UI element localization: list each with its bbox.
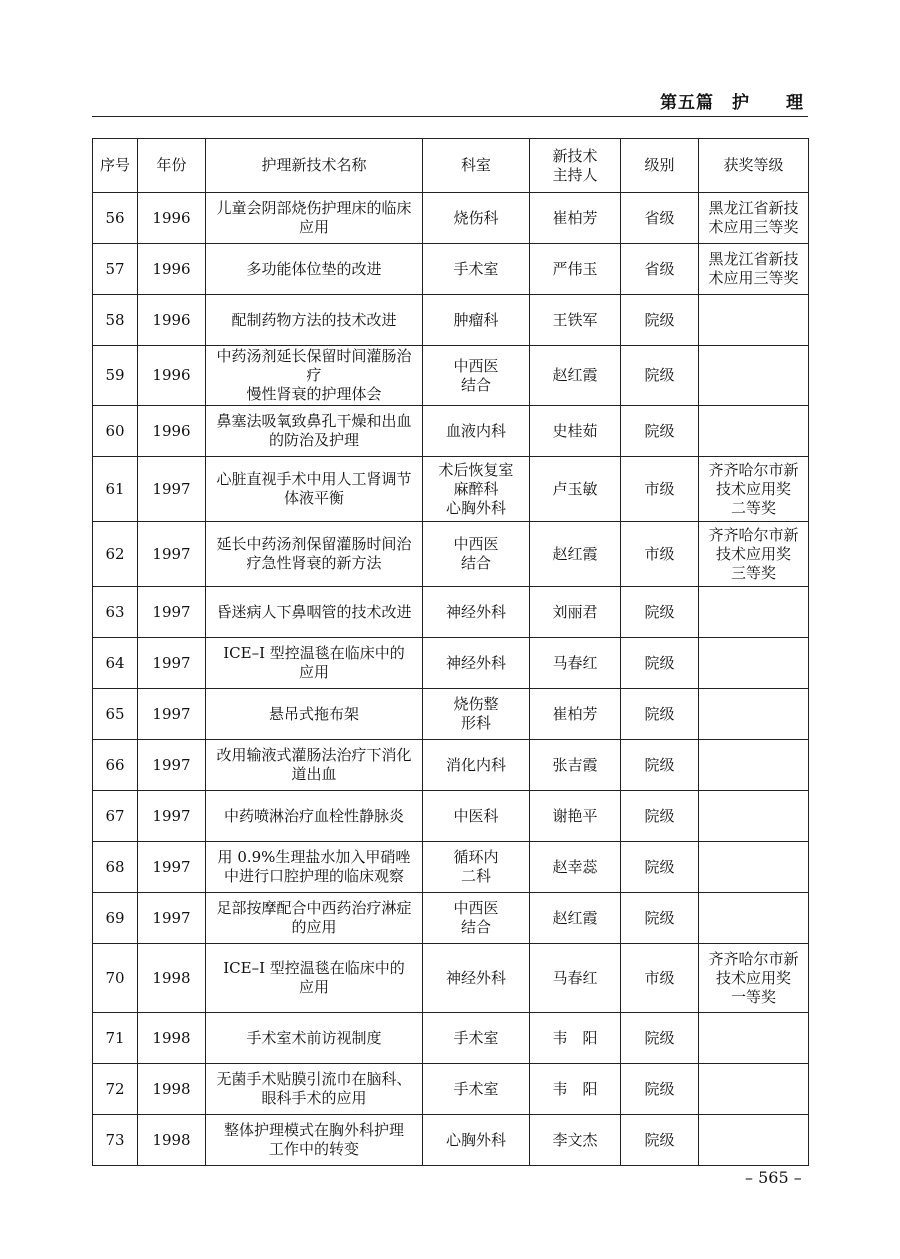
cell-no: 60 (93, 406, 138, 457)
table-row (93, 244, 809, 295)
cell-level: 院级 (621, 1013, 699, 1064)
cell-award (699, 1013, 809, 1064)
cell-tech-name: 用 0.9%生理盐水加入甲硝唑 中进行口腔护理的临床观察 (206, 842, 423, 893)
cell-year: 1996 (138, 295, 206, 346)
cell-tech-name: ICE–I 型控温毯在临床中的 应用 (206, 944, 423, 1013)
cell-host: 王铁军 (530, 295, 621, 346)
cell-no: 58 (93, 295, 138, 346)
cell-host: 崔柏芳 (530, 689, 621, 740)
table-row (93, 1115, 809, 1166)
col-header-host: 新技术 主持人 (530, 139, 621, 193)
cell-year: 1997 (138, 740, 206, 791)
cell-level: 院级 (621, 791, 699, 842)
col-header-name: 护理新技术名称 (206, 139, 423, 193)
table-row (93, 893, 809, 944)
cell-award (699, 406, 809, 457)
table-row (93, 457, 809, 522)
cell-no: 63 (93, 587, 138, 638)
cell-level: 院级 (621, 346, 699, 406)
cell-tech-name: 整体护理模式在胸外科护理 工作中的转变 (206, 1115, 423, 1166)
table-row (93, 346, 809, 406)
cell-host: 韦 阳 (530, 1013, 621, 1064)
cell-host: 严伟玉 (530, 244, 621, 295)
cell-host: 赵红霞 (530, 346, 621, 406)
table-row (93, 791, 809, 842)
cell-award (699, 842, 809, 893)
cell-department: 手术室 (423, 1064, 530, 1115)
cell-host: 卢玉敏 (530, 457, 621, 522)
cell-award (699, 791, 809, 842)
cell-department: 心胸外科 (423, 1115, 530, 1166)
cell-no: 69 (93, 893, 138, 944)
cell-award: 齐齐哈尔市新 技术应用奖 一等奖 (699, 944, 809, 1013)
cell-no: 57 (93, 244, 138, 295)
table-header-row (93, 139, 809, 193)
cell-host: 马春红 (530, 944, 621, 1013)
cell-level: 省级 (621, 244, 699, 295)
cell-level: 市级 (621, 522, 699, 587)
cell-year: 1997 (138, 638, 206, 689)
cell-no: 64 (93, 638, 138, 689)
cell-level: 省级 (621, 193, 699, 244)
cell-department: 中医科 (423, 791, 530, 842)
cell-award (699, 1064, 809, 1115)
section-title: 第五篇 护 理 (660, 93, 804, 113)
cell-no: 72 (93, 1064, 138, 1115)
cell-department: 血液内科 (423, 406, 530, 457)
cell-year: 1997 (138, 842, 206, 893)
cell-host: 马春红 (530, 638, 621, 689)
cell-department: 中西医 结合 (423, 522, 530, 587)
table-row (93, 1064, 809, 1115)
col-header-dept: 科室 (423, 139, 530, 193)
cell-department: 烧伤科 (423, 193, 530, 244)
cell-department: 术后恢复室 麻醉科 心胸外科 (423, 457, 530, 522)
cell-department: 神经外科 (423, 587, 530, 638)
cell-year: 1997 (138, 457, 206, 522)
cell-tech-name: 心脏直视手术中用人工肾调节 体液平衡 (206, 457, 423, 522)
cell-year: 1997 (138, 689, 206, 740)
cell-year: 1997 (138, 522, 206, 587)
cell-host: 李文杰 (530, 1115, 621, 1166)
cell-department: 肿瘤科 (423, 295, 530, 346)
cell-no: 73 (93, 1115, 138, 1166)
cell-tech-name: 改用输液式灌肠法治疗下消化 道出血 (206, 740, 423, 791)
cell-tech-name: ICE–I 型控温毯在临床中的 应用 (206, 638, 423, 689)
cell-year: 1996 (138, 346, 206, 406)
cell-department: 烧伤整 形科 (423, 689, 530, 740)
cell-year: 1997 (138, 791, 206, 842)
table-row (93, 522, 809, 587)
cell-level: 院级 (621, 638, 699, 689)
cell-tech-name: 中药汤剂延长保留时间灌肠治疗 慢性肾衰的护理体会 (206, 346, 423, 406)
cell-no: 56 (93, 193, 138, 244)
cell-award: 黑龙江省新技 术应用三等奖 (699, 193, 809, 244)
table-row (93, 842, 809, 893)
cell-host: 史桂茹 (530, 406, 621, 457)
cell-tech-name: 延长中药汤剂保留灌肠时间治 疗急性肾衰的新方法 (206, 522, 423, 587)
cell-level: 院级 (621, 406, 699, 457)
cell-department: 神经外科 (423, 638, 530, 689)
col-header-year: 年份 (138, 139, 206, 193)
col-header-level: 级别 (621, 139, 699, 193)
cell-host: 赵幸蕊 (530, 842, 621, 893)
cell-department: 消化内科 (423, 740, 530, 791)
cell-tech-name: 中药喷淋治疗血栓性静脉炎 (206, 791, 423, 842)
cell-no: 62 (93, 522, 138, 587)
cell-year: 1998 (138, 1013, 206, 1064)
header-divider (92, 116, 808, 117)
cell-award: 齐齐哈尔市新 技术应用奖 二等奖 (699, 457, 809, 522)
cell-level: 院级 (621, 842, 699, 893)
cell-award: 齐齐哈尔市新 技术应用奖 三等奖 (699, 522, 809, 587)
table-row (93, 638, 809, 689)
cell-host: 崔柏芳 (530, 193, 621, 244)
cell-year: 1997 (138, 893, 206, 944)
cell-host: 赵红霞 (530, 522, 621, 587)
cell-level: 院级 (621, 1064, 699, 1115)
table-row (93, 740, 809, 791)
cell-host: 韦 阳 (530, 1064, 621, 1115)
cell-award (699, 1115, 809, 1166)
cell-tech-name: 鼻塞法吸氧致鼻孔干燥和出血 的防治及护理 (206, 406, 423, 457)
page-number: – 565 – (745, 1168, 802, 1187)
table-row (93, 295, 809, 346)
cell-year: 1996 (138, 193, 206, 244)
cell-no: 68 (93, 842, 138, 893)
table-row (93, 587, 809, 638)
cell-no: 61 (93, 457, 138, 522)
cell-tech-name: 无菌手术贴膜引流巾在脑科、 眼科手术的应用 (206, 1064, 423, 1115)
cell-no: 71 (93, 1013, 138, 1064)
cell-tech-name: 足部按摩配合中西药治疗淋症 的应用 (206, 893, 423, 944)
table-row (93, 406, 809, 457)
cell-host: 谢艳平 (530, 791, 621, 842)
cell-tech-name: 多功能体位垫的改进 (206, 244, 423, 295)
cell-year: 1998 (138, 1115, 206, 1166)
cell-year: 1996 (138, 406, 206, 457)
cell-level: 院级 (621, 689, 699, 740)
nursing-technology-table (92, 138, 809, 1166)
cell-award (699, 740, 809, 791)
cell-award (699, 638, 809, 689)
cell-award (699, 689, 809, 740)
cell-host: 赵红霞 (530, 893, 621, 944)
col-header-no: 序号 (93, 139, 138, 193)
cell-level: 市级 (621, 944, 699, 1013)
table-row (93, 193, 809, 244)
cell-tech-name: 儿童会阴部烧伤护理床的临床 应用 (206, 193, 423, 244)
table-row (93, 689, 809, 740)
cell-level: 院级 (621, 740, 699, 791)
cell-award (699, 346, 809, 406)
cell-level: 市级 (621, 457, 699, 522)
col-header-award: 获奖等级 (699, 139, 809, 193)
cell-no: 66 (93, 740, 138, 791)
cell-level: 院级 (621, 893, 699, 944)
cell-department: 手术室 (423, 1013, 530, 1064)
cell-award (699, 587, 809, 638)
cell-no: 70 (93, 944, 138, 1013)
cell-tech-name: 手术室术前访视制度 (206, 1013, 423, 1064)
table-body (93, 193, 809, 1166)
cell-level: 院级 (621, 1115, 699, 1166)
cell-year: 1997 (138, 587, 206, 638)
cell-tech-name: 昏迷病人下鼻咽管的技术改进 (206, 587, 423, 638)
cell-year: 1998 (138, 944, 206, 1013)
cell-award: 黑龙江省新技 术应用三等奖 (699, 244, 809, 295)
cell-no: 59 (93, 346, 138, 406)
cell-host: 张吉霞 (530, 740, 621, 791)
table-row (93, 1013, 809, 1064)
cell-department: 中西医 结合 (423, 346, 530, 406)
cell-award (699, 295, 809, 346)
table-row (93, 944, 809, 1013)
cell-tech-name: 配制药物方法的技术改进 (206, 295, 423, 346)
cell-department: 中西医 结合 (423, 893, 530, 944)
cell-no: 67 (93, 791, 138, 842)
cell-year: 1996 (138, 244, 206, 295)
cell-tech-name: 悬吊式拖布架 (206, 689, 423, 740)
cell-award (699, 893, 809, 944)
cell-department: 循环内 二科 (423, 842, 530, 893)
cell-no: 65 (93, 689, 138, 740)
cell-level: 院级 (621, 587, 699, 638)
cell-department: 神经外科 (423, 944, 530, 1013)
cell-host: 刘丽君 (530, 587, 621, 638)
cell-level: 院级 (621, 295, 699, 346)
cell-year: 1998 (138, 1064, 206, 1115)
cell-department: 手术室 (423, 244, 530, 295)
